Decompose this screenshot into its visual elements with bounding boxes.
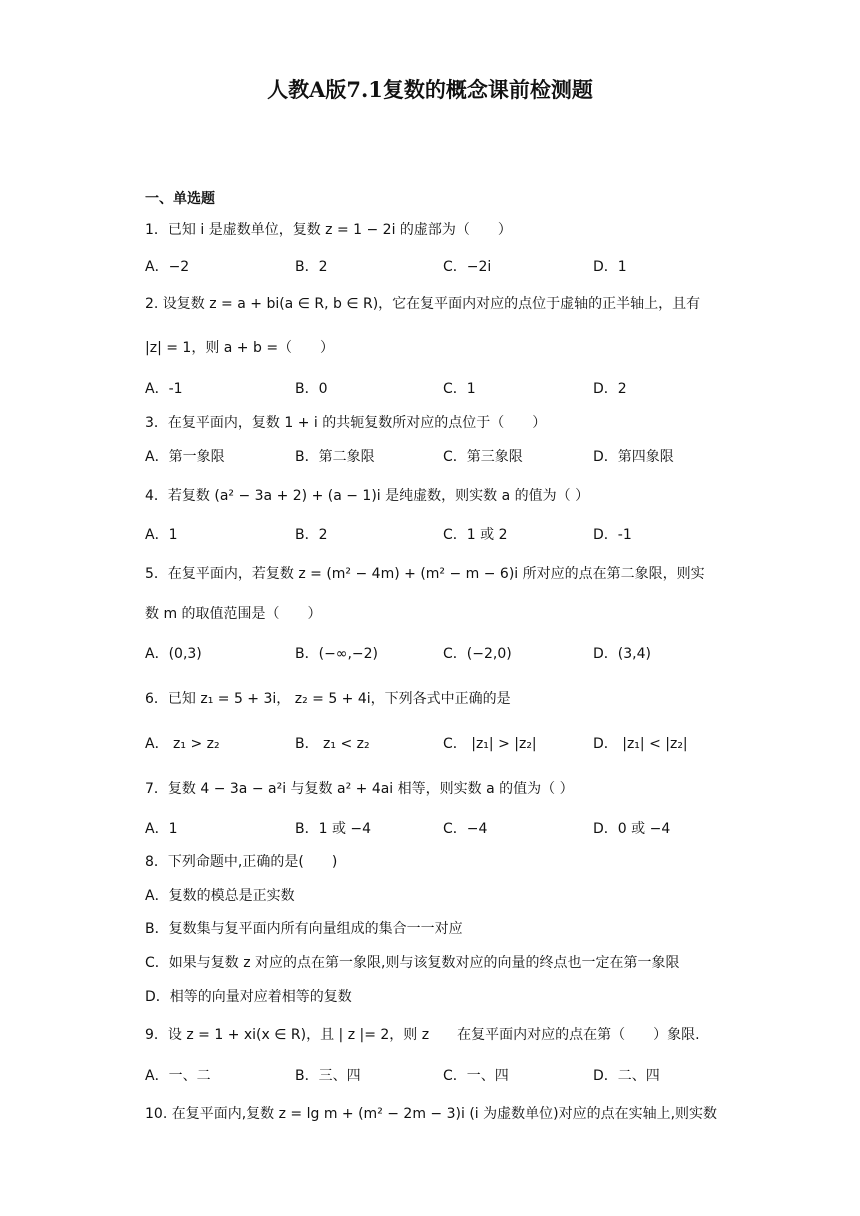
q9-option-a: A．一、二 [145, 1068, 211, 1084]
question-1-stem: 1．已知 i 是虚数单位，复数 z = 1 − 2i 的虚部为（ ） [145, 222, 512, 238]
q1-option-d: D．1 [593, 259, 627, 275]
q3-option-c: C．第三象限 [443, 449, 523, 465]
q6-option-c: C． |z₁| > |z₂| [443, 736, 537, 752]
q6-option-b: B． z₁ < z₂ [295, 736, 370, 752]
q5-option-c: C．(−2,0) [443, 646, 512, 662]
question-5-stem-cont: 数 m 的取值范围是（ ） [145, 606, 322, 622]
question-10-stem: 10. 在复平面内,复数 z = lg m + (m² − 2m − 3)i (i 为虚数单位)对应的点在实轴上,则实数 [145, 1106, 718, 1122]
q4-option-a: A．1 [145, 527, 178, 543]
q8-option-b: B．复数集与复平面内所有向量组成的集合一一对应 [145, 921, 463, 937]
q2-option-d: D．2 [593, 381, 627, 397]
q4-option-b: B．2 [295, 527, 328, 543]
question-4-stem: 4．若复数 (a² − 3a + 2) + (a − 1)i 是纯虚数，则实数 a 的值为（ ） [145, 488, 590, 504]
q1-option-b: B．2 [295, 259, 328, 275]
q5-option-a: A．(0,3) [145, 646, 202, 662]
q2-option-b: B．0 [295, 381, 328, 397]
q7-option-b: B．1 或 −4 [295, 821, 372, 837]
q5-option-b: B．(−∞,−2) [295, 646, 379, 662]
q2-option-c: C．1 [443, 381, 476, 397]
q7-option-d: D．0 或 −4 [593, 821, 671, 837]
q6-option-a: A． z₁ > z₂ [145, 736, 220, 752]
q7-option-a: A．1 [145, 821, 178, 837]
question-3-stem: 3．在复平面内，复数 1 + i 的共轭复数所对应的点位于（ ） [145, 415, 547, 431]
q1-option-a: A．−2 [145, 259, 190, 275]
q8-option-d: D．相等的向量对应着相等的复数 [145, 989, 352, 1005]
question-5-stem: 5．在复平面内，若复数 z = (m² − 4m) + (m² − m − 6)i 所对应的点在第二象限，则实 [145, 566, 705, 582]
q9-option-c: C．一、四 [443, 1068, 509, 1084]
question-2-stem-cont: |z| = 1，则 a + b =（ ） [145, 340, 335, 356]
question-7-stem: 7．复数 4 − 3a − a²i 与复数 a² + 4ai 相等，则实数 a 的值为（ ） [145, 781, 574, 797]
q5-option-d: D．(3,4) [593, 646, 651, 662]
section-heading: 一、单选题 [145, 191, 215, 207]
question-2-stem: 2. 设复数 z = a + bi(a ∈ R, b ∈ R)，它在复平面内对应的点位于虚轴的正半轴上，且有 [145, 296, 701, 312]
page-title: 人教A版7.1复数的概念课前检测题 [267, 77, 593, 102]
q3-option-d: D．第四象限 [593, 449, 674, 465]
q7-option-c: C．−4 [443, 821, 488, 837]
q9-option-b: B．三、四 [295, 1068, 361, 1084]
q3-option-b: B．第二象限 [295, 449, 375, 465]
q1-option-c: C．−2i [443, 259, 492, 275]
question-9-stem: 9．设 z = 1 + xi(x ∈ R)，且 | z |= 2，则 z 在复平面内对应的点在第（ ）象限. [145, 1027, 700, 1043]
q6-option-d: D． |z₁| < |z₂| [593, 736, 688, 752]
q4-option-c: C．1 或 2 [443, 527, 508, 543]
question-6-stem: 6．已知 z₁ = 5 + 3i， z₂ = 5 + 4i，下列各式中正确的是 [145, 691, 511, 707]
q4-option-d: D．-1 [593, 527, 632, 543]
q9-option-d: D．二、四 [593, 1068, 660, 1084]
q8-option-c: C．如果与复数 z 对应的点在第一象限,则与该复数对应的向量的终点也一定在第一象限 [145, 955, 680, 971]
q2-option-a: A．-1 [145, 381, 183, 397]
q8-option-a: A．复数的模总是正实数 [145, 888, 295, 904]
q3-option-a: A．第一象限 [145, 449, 225, 465]
question-8-stem: 8．下列命题中,正确的是( ) [145, 854, 338, 870]
